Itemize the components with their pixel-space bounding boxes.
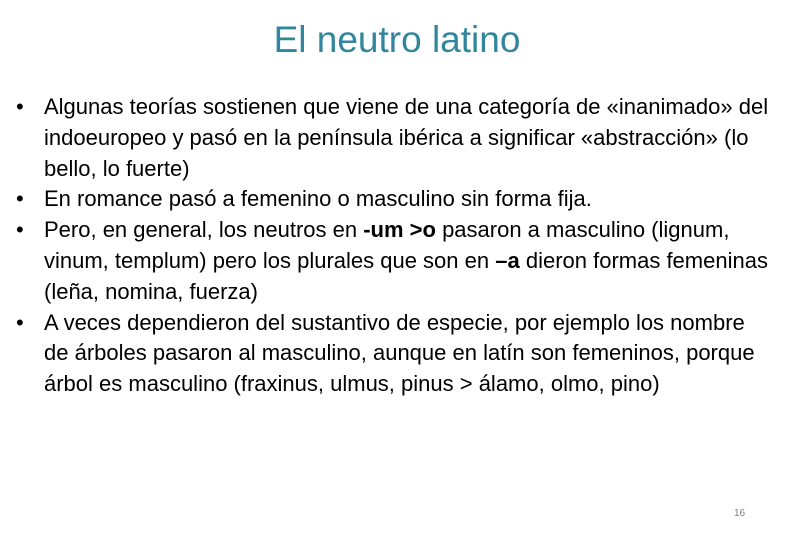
- bullet-text: Algunas teorías sostienen que viene de una categoría de «inanimado» del indoeuropeo y pasó en la península ibérica a significar «abstracción» (lo bello, lo fuerte): [44, 94, 769, 181]
- bullet-item: [16, 215, 774, 307]
- slide-title: El neutro latino: [273, 19, 521, 60]
- page-number: 16: [734, 508, 746, 519]
- bullet-item: [16, 308, 774, 400]
- bullet-icon: •: [16, 186, 24, 212]
- bullet-text-part: Pero, en general, los neutros en: [44, 217, 364, 243]
- bullet-text: A veces dependieron del sustantivo de especie, por ejemplo los nombre de árboles pasaron al masculino, aunque en latín son femeninos, porque árbol es masculino (fraxinus, ulmus, pinus > álamo, olmo, pino): [44, 309, 755, 397]
- bullet-text-part: dieron formas femeninas (leña, nomina, fuerza): [44, 247, 768, 304]
- bullet-icon: •: [16, 217, 24, 243]
- bullet-text-bold: –a: [495, 247, 520, 273]
- bullet-text-bold: -um >o: [363, 217, 436, 243]
- bullet-icon: •: [16, 309, 24, 335]
- bullet-icon: •: [16, 94, 24, 119]
- bullet-item: [16, 184, 774, 215]
- bullet-text: En romance pasó a femenino o masculino sin forma fija.: [44, 186, 592, 212]
- bullet-item: [16, 92, 774, 184]
- bullet-list: [16, 92, 769, 400]
- bullet-text-part: pasaron a masculino (lignum, vinum, templum) pero los plurales que son en: [44, 217, 730, 273]
